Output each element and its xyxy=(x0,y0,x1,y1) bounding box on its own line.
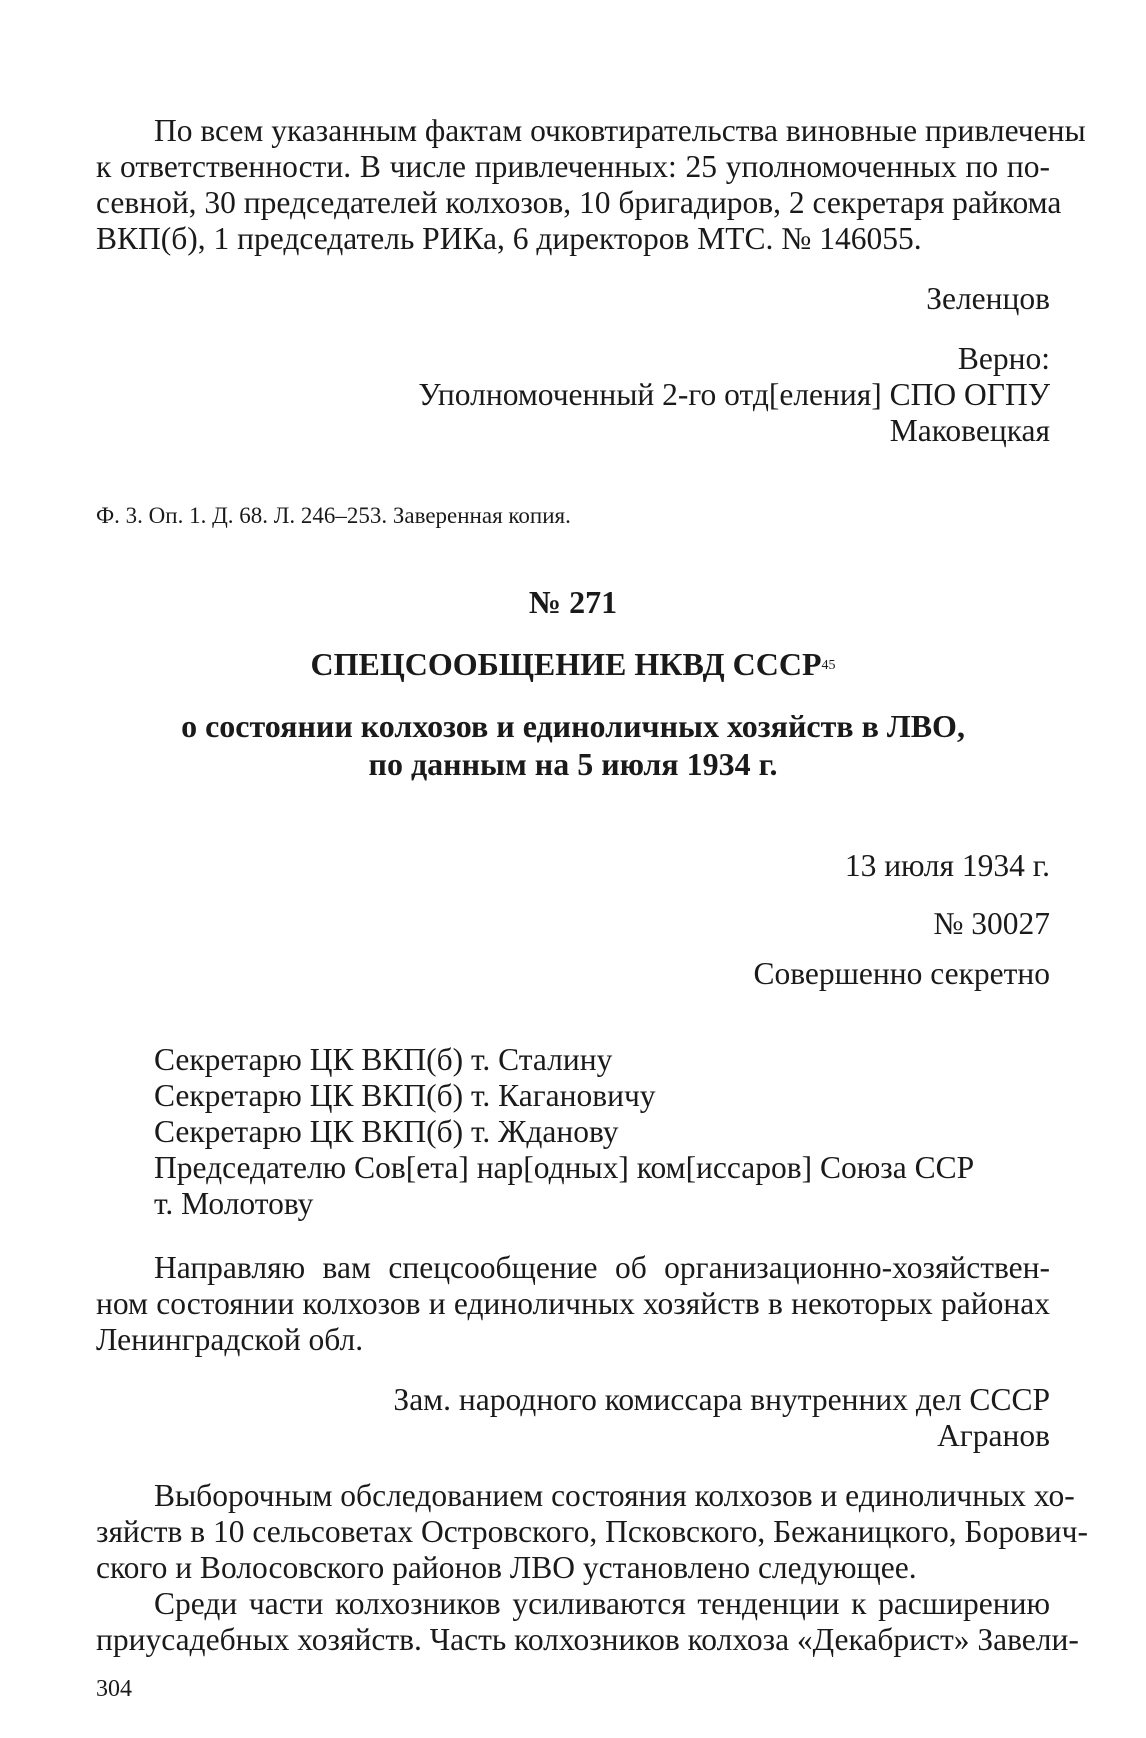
paragraph-line: к ответственности. В числе привлеченных: 25 уполномоченных по по- xyxy=(96,149,1050,184)
body-line: приусадебных хозяйств. Часть колхозников колхоза «Декабрист» Завели- xyxy=(96,1622,1079,1657)
recipient: Секретарю ЦК ВКП(б) т. Кагановичу xyxy=(154,1078,656,1113)
body-line: зяйств в 10 сельсоветах Островского, Псковского, Бежаницкого, Борович- xyxy=(96,1514,1088,1549)
sender-position: Зам. народного комиссара внутренних дел СССР xyxy=(393,1382,1050,1417)
recipient: Секретарю ЦК ВКП(б) т. Сталину xyxy=(154,1042,613,1077)
body-line: Среди части колхозников усиливаются тенденции к расширению xyxy=(154,1586,1050,1621)
document-date: 13 июля 1934 г. xyxy=(844,848,1050,883)
cover-letter-line: Ленинградской обл. xyxy=(96,1322,364,1357)
recipient: Председателю Сов[ета] нар[одных] ком[иссаров] Союза ССР xyxy=(154,1150,975,1185)
cover-letter-line: ном состоянии колхозов и единоличных хозяйств в некоторых районах xyxy=(96,1286,1050,1321)
classification-stamp: Совершенно секретно xyxy=(753,956,1050,991)
body-line: Выборочным обследованием состояния колхозов и единоличных хо- xyxy=(154,1478,1075,1513)
signature-name: Зеленцов xyxy=(926,281,1050,316)
document-subtitle: о состоянии колхозов и единоличных хозяйств в ЛВО, xyxy=(181,708,965,744)
archive-reference: Ф. 3. Оп. 1. Д. 68. Л. 246–253. Заверенная копия. xyxy=(96,503,571,528)
page-number: 304 xyxy=(96,1676,132,1702)
certifier-name: Маковецкая xyxy=(889,413,1050,448)
reference-number: № 30027 xyxy=(933,906,1050,941)
paragraph-line: По всем указанным фактам очковтирательства виновные привлечены xyxy=(154,113,1086,148)
paragraph-line: севной, 30 председателей колхозов, 10 бригадиров, 2 секретаря райкома xyxy=(96,185,1062,220)
recipient: Секретарю ЦК ВКП(б) т. Жданову xyxy=(154,1114,619,1149)
recipient: т. Молотову xyxy=(154,1186,314,1221)
document-title xyxy=(96,644,1050,684)
certified-label: Верно: xyxy=(957,341,1050,376)
body-line: ского и Волосовского районов ЛВО установлено следующее. xyxy=(96,1550,917,1585)
document-title-text: СПЕЦСООБЩЕНИЕ НКВД СССР xyxy=(310,646,822,682)
certifier-position: Уполномоченный 2-го отд[еления] СПО ОГПУ xyxy=(418,377,1050,412)
document-subtitle: по данным на 5 июля 1934 г. xyxy=(368,746,778,782)
sender-name: Агранов xyxy=(937,1418,1050,1453)
cover-letter-line: Направляю вам спецсообщение об организационно-хозяйствен- xyxy=(154,1250,1050,1285)
document-number: № 271 xyxy=(528,584,618,620)
footnote-ref: 45 xyxy=(821,658,836,673)
paragraph-line: ВКП(б), 1 председатель РИКа, 6 директоров МТС. № 146055. xyxy=(96,221,922,256)
